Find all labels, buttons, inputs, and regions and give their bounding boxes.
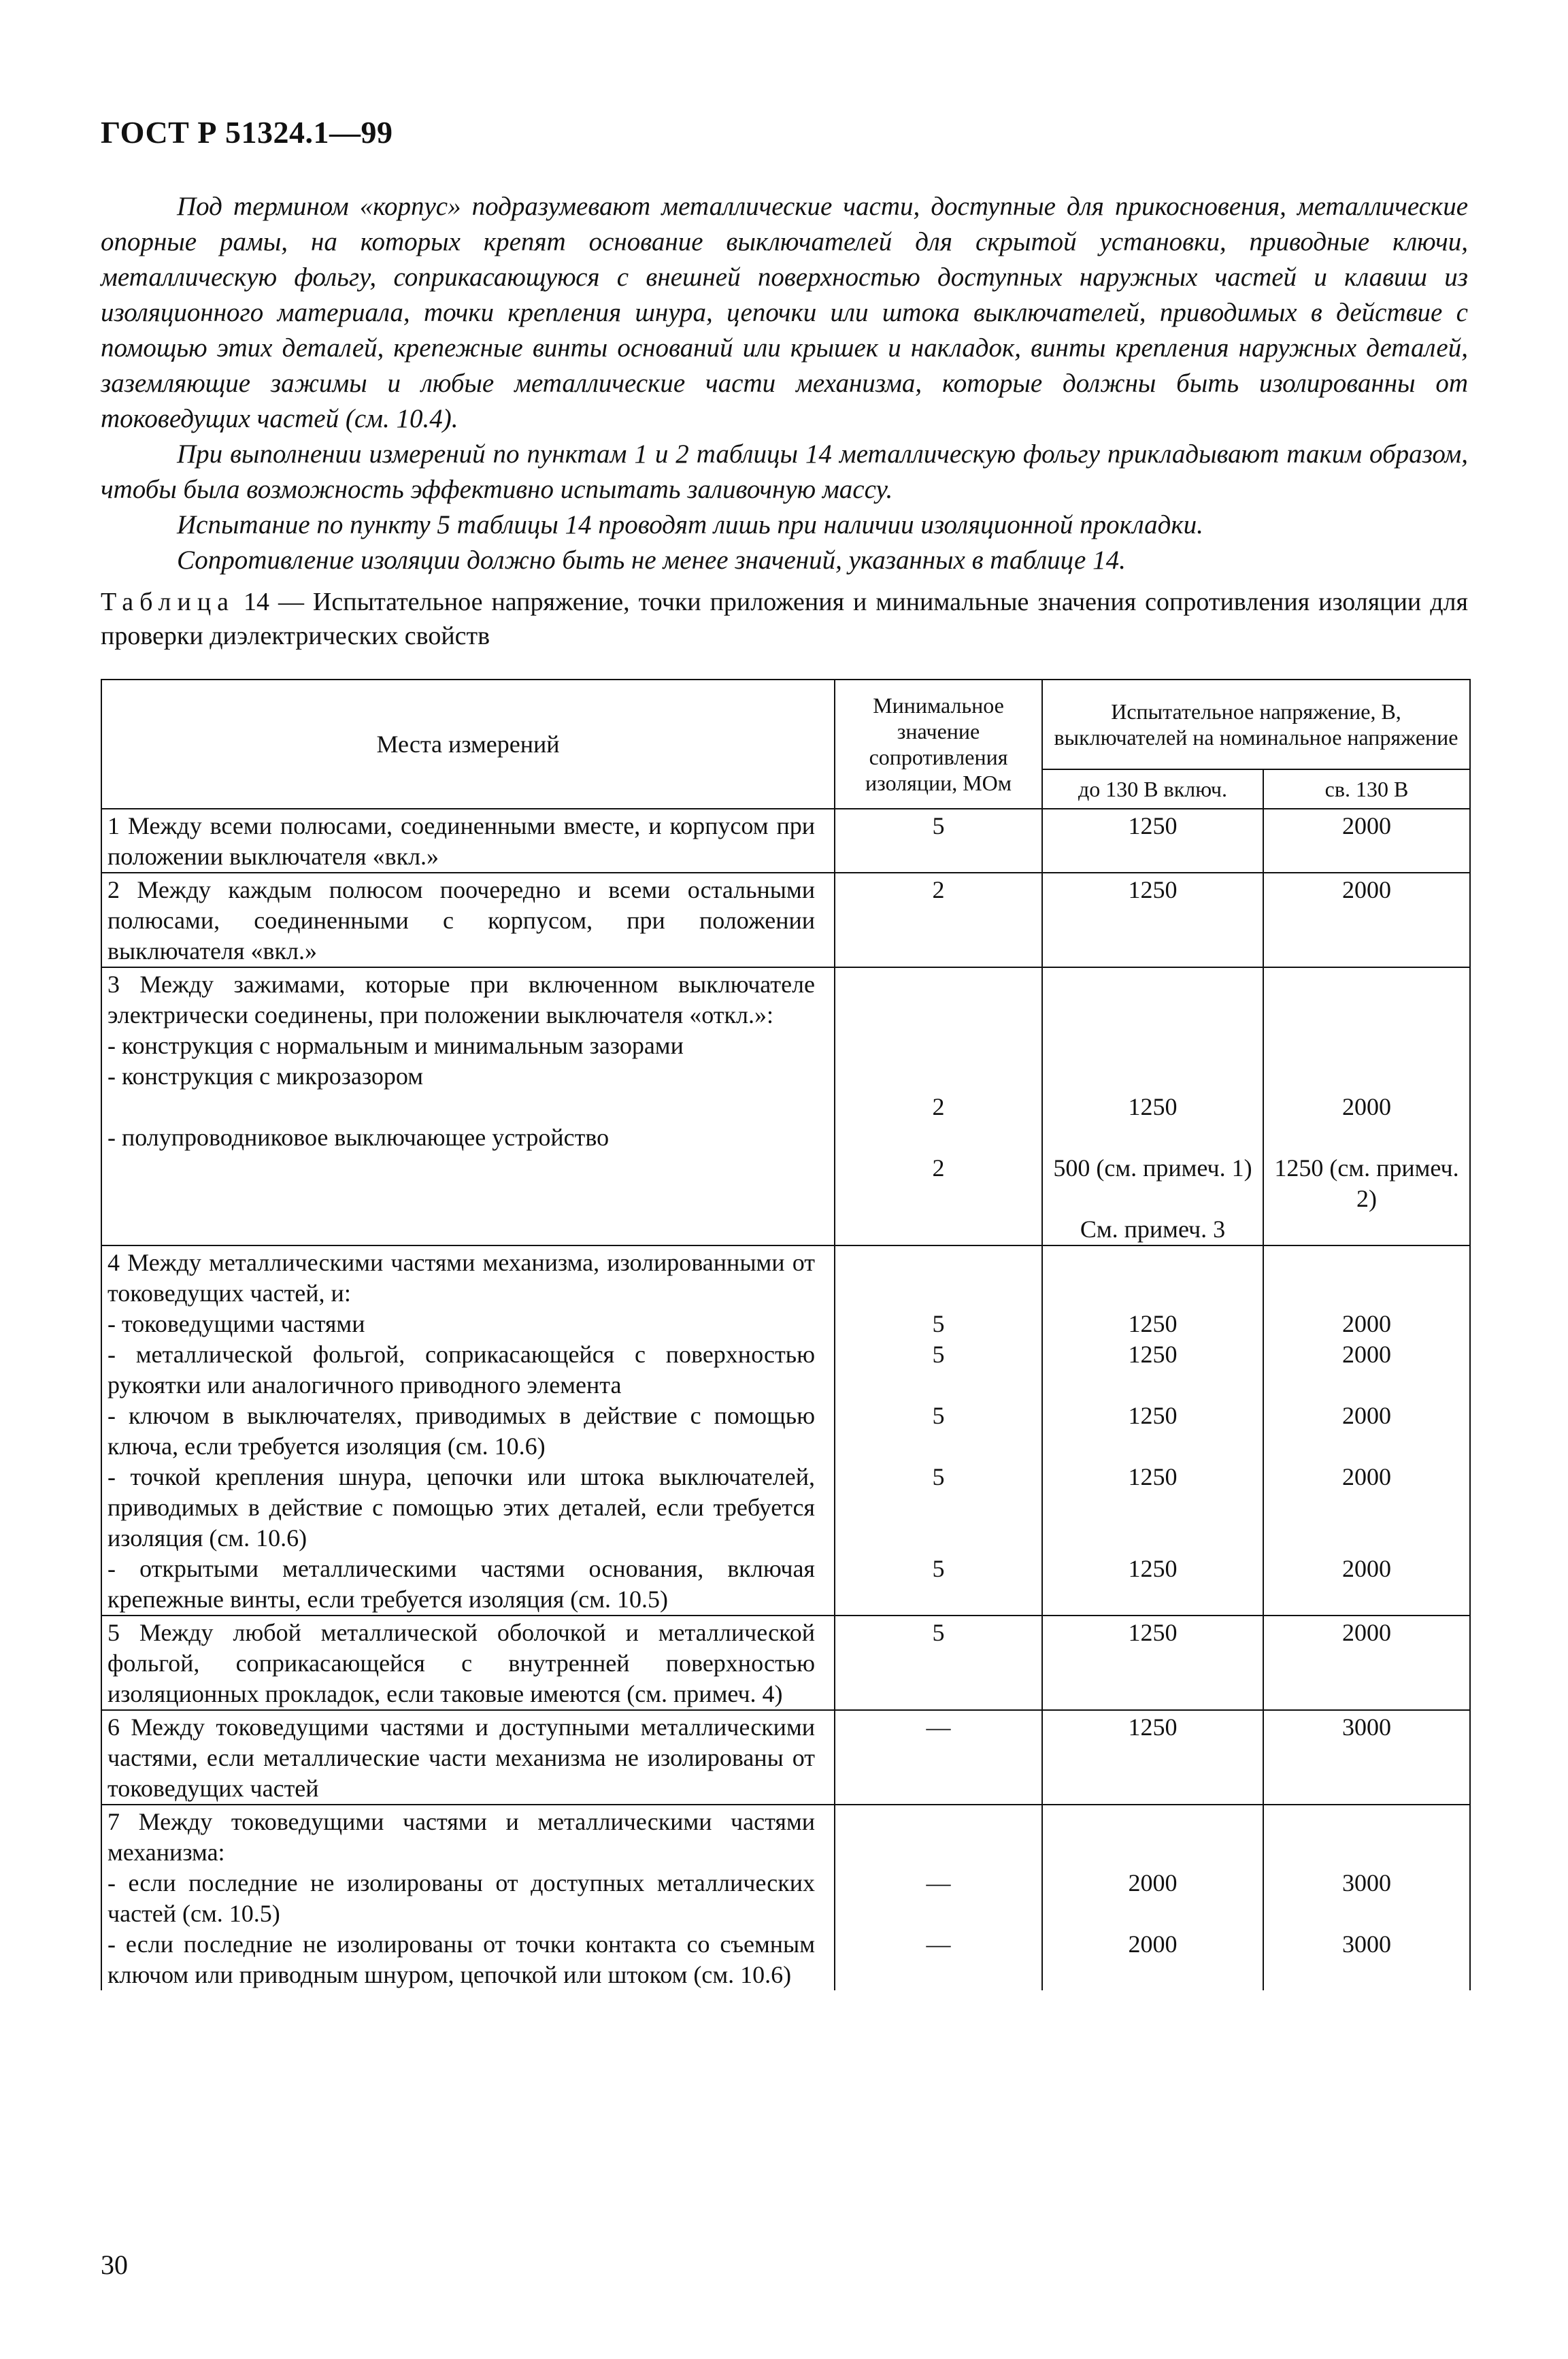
cell-value: 5	[932, 1341, 945, 1368]
intro-paragraph: Под термином «корпус» подразумевают металлические части, доступные для прикосновения, металлические опорные рамы, на которых крепят основание выключателей для скрытой установки, приводные ключи, металлическую фольгу, соприкасающуюся с внешней поверхностью доступных наружных частей и клавиш из изоляционного материала, точки крепления шнура, цепочки или штока выключателей, приводимых в действие с помощью этих деталей, крепежные винты оснований или крышек и накладок, винты крепления наружных деталей, заземляющие зажимы и любые металлические части механизма, которые должны быть изолированны от токоведущих частей (см. 10.4).	[101, 192, 1468, 433]
row-text: 2 Между каждым полюсом поочередно и всеми остальными полюсами, соединенными с корпусом, при положении выключателя «вкл.»	[107, 876, 815, 965]
table-row	[101, 1710, 1470, 1805]
cell-value: —	[926, 1930, 951, 1958]
cell-value: 2000	[1342, 1402, 1391, 1429]
row-voltage-upto130	[1042, 873, 1263, 967]
row-text: 7 Между токоведущими частями и металлическими частями механизма:	[107, 1808, 815, 1866]
cell-value: 2000	[1342, 876, 1391, 903]
table-caption	[101, 585, 1468, 653]
cell-value: 2000	[1128, 1869, 1178, 1896]
cell-value: 2000	[1342, 1341, 1391, 1368]
cell-value: 1250	[1128, 1463, 1178, 1490]
header-upto130: до 130 В включ.	[1042, 769, 1263, 809]
cell-value: См. примеч. 3	[1080, 1216, 1226, 1243]
cell-value: 2	[932, 876, 945, 903]
cell-value: 5	[932, 1402, 945, 1429]
row-voltage-upto130	[1042, 967, 1263, 1245]
intro-paragraph: При выполнении измерений по пунктам 1 и 2 таблицы 14 металлическую фольгу прикладывают таким образом, чтобы была возможность эффективно испытать заливочную массу.	[101, 439, 1468, 504]
table-caption-text: — Испытательное напряжение, точки приложения и минимальные значения сопротивления изоляции для проверки диэлектрических свойств	[101, 588, 1468, 650]
row-place	[101, 1616, 835, 1710]
cell-value: 1250	[1128, 876, 1178, 903]
row-subitem: - полупроводниковое выключающее устройство	[107, 1124, 610, 1151]
intro-paragraph: Испытание по пункту 5 таблицы 14 проводят лишь при наличии изоляционной прокладки.	[177, 510, 1203, 539]
table-row	[101, 1805, 1470, 1990]
row-subitem: - ключом в выключателях, приводимых в действие с помощью ключа, если требуется изоляция (см. 10.6)	[107, 1402, 815, 1460]
row-voltage-upto130	[1042, 1245, 1263, 1616]
row-subitem: - токоведущими частями	[107, 1310, 365, 1337]
row-subitem: - конструкция с нормальным и минимальным зазорами	[107, 1032, 684, 1059]
row-subitem: - открытыми металлическими частями основания, включая крепежные винты, если требуется изоляция (см. 10.5)	[107, 1555, 815, 1613]
cell-value: 500 (см. примеч. 1)	[1053, 1154, 1252, 1182]
row-resistance	[835, 1616, 1042, 1710]
row-text: 5 Между любой металлической оболочкой и металлической фольгой, соприкасающейся с внутренней поверхностью изоляционных прокладок, если таковые имеются (см. примеч. 4)	[107, 1619, 815, 1707]
header-over130: св. 130 В	[1263, 769, 1470, 809]
row-text: 6 Между токоведущими частями и доступными металлическими частями, если металлические части механизма не изолированы от токоведущих частей	[107, 1713, 815, 1802]
row-voltage-upto130	[1042, 809, 1263, 873]
row-voltage-over130	[1263, 1805, 1470, 1990]
table-caption-number: 14	[244, 588, 269, 616]
table-row	[101, 967, 1470, 1245]
cell-value: 3000	[1342, 1869, 1391, 1896]
row-text: 4 Между металлическими частями механизма, изолированными от токоведущих частей, и:	[107, 1249, 815, 1307]
row-voltage-over130	[1263, 1616, 1470, 1710]
cell-value: 5	[932, 1619, 945, 1646]
table-row	[101, 873, 1470, 967]
cell-value: 2000	[1342, 1555, 1391, 1582]
header-resistance: Минимальное значение сопротивления изоляции, МОм	[835, 680, 1042, 809]
document-header: ГОСТ Р 51324.1—99	[101, 115, 393, 150]
header-voltage: Испытательное напряжение, В, выключателей на номинальное напряжение	[1042, 680, 1470, 769]
table-caption-label: Таблица	[101, 588, 235, 616]
row-voltage-over130	[1263, 967, 1470, 1245]
row-place	[101, 809, 835, 873]
row-text: 3 Между зажимами, которые при включенном выключателе электрически соединены, при положении выключателя «откл.»:	[107, 971, 815, 1028]
row-voltage-over130	[1263, 873, 1470, 967]
cell-value: 2000	[1342, 1310, 1391, 1337]
table-row	[101, 1616, 1470, 1710]
cell-value: 1250	[1128, 1341, 1178, 1368]
intro-paragraph: Сопротивление изоляции должно быть не менее значений, указанных в таблице 14.	[177, 546, 1126, 575]
cell-value: 5	[932, 812, 945, 839]
row-voltage-upto130	[1042, 1805, 1263, 1990]
row-subitem: - точкой крепления шнура, цепочки или штока выключателей, приводимых в действие с помощью этих деталей, если требуется изоляция (см. 10.6)	[107, 1463, 815, 1552]
cell-value: 2	[932, 1154, 945, 1182]
cell-value: 1250	[1128, 1619, 1178, 1646]
cell-value: —	[926, 1869, 951, 1896]
cell-value: 1250	[1128, 1555, 1178, 1582]
cell-value: 5	[932, 1555, 945, 1582]
cell-value: 2	[932, 1093, 945, 1120]
cell-value: 2000	[1342, 1619, 1391, 1646]
cell-value: 1250	[1128, 1093, 1178, 1120]
cell-value: 3000	[1342, 1930, 1391, 1958]
table-14	[101, 679, 1469, 2083]
row-resistance	[835, 873, 1042, 967]
cell-value: 5	[932, 1310, 945, 1337]
row-voltage-upto130	[1042, 1710, 1263, 1805]
row-place	[101, 967, 835, 1245]
row-voltage-over130	[1263, 809, 1470, 873]
row-subitem: - если последние не изолированы от доступных металлических частей (см. 10.5)	[107, 1869, 815, 1927]
row-subitem: - если последние не изолированы от точки контакта со съемным ключом или приводным шнуром, цепочкой или штоком (см. 10.6)	[107, 1930, 815, 1988]
row-text: 1 Между всеми полюсами, соединенными вместе, и корпусом при положении выключателя «вкл.»	[107, 812, 815, 870]
row-subitem: - конструкция с микрозазором	[107, 1063, 423, 1090]
row-place	[101, 1710, 835, 1805]
cell-value: 2000	[1342, 1463, 1391, 1490]
table-row	[101, 1245, 1470, 1616]
row-resistance	[835, 809, 1042, 873]
row-resistance	[835, 1710, 1042, 1805]
row-resistance	[835, 1245, 1042, 1616]
row-place	[101, 873, 835, 967]
cell-value: 1250	[1128, 1713, 1178, 1741]
cell-value: 2000	[1342, 1093, 1391, 1120]
table-grid	[101, 679, 1471, 1990]
row-place	[101, 1245, 835, 1616]
page-number: 30	[101, 2249, 128, 2280]
cell-value: 1250	[1128, 1402, 1178, 1429]
row-voltage-over130	[1263, 1710, 1470, 1805]
row-place	[101, 1805, 835, 1990]
intro-text	[101, 189, 1468, 578]
header-place: Места измерений	[101, 680, 835, 809]
row-voltage-upto130	[1042, 1616, 1263, 1710]
cell-value: 2000	[1342, 812, 1391, 839]
cell-value: 3000	[1342, 1713, 1391, 1741]
row-subitem: - металлической фольгой, соприкасающейся с поверхностью рукоятки или аналогичного приводного элемента	[107, 1341, 815, 1399]
row-resistance	[835, 1805, 1042, 1990]
cell-value: 5	[932, 1463, 945, 1490]
cell-value: 1250	[1128, 812, 1178, 839]
cell-value: 1250 (см. примеч. 2)	[1274, 1154, 1459, 1212]
table-row	[101, 809, 1470, 873]
cell-value: —	[926, 1713, 951, 1741]
cell-value: 2000	[1128, 1930, 1178, 1958]
row-resistance	[835, 967, 1042, 1245]
row-voltage-over130	[1263, 1245, 1470, 1616]
cell-value: 1250	[1128, 1310, 1178, 1337]
